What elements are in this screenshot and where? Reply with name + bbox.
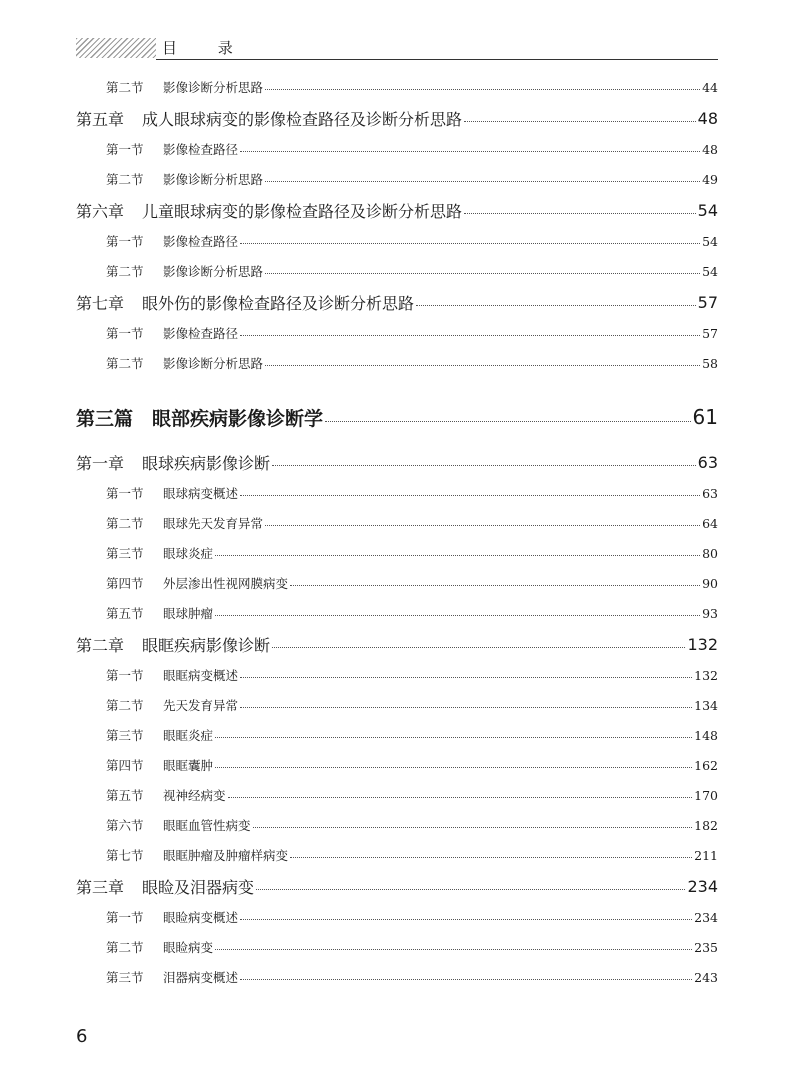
toc-entry-title: 视神经病变 bbox=[163, 788, 226, 803]
toc-entry-label: 第二节 bbox=[106, 264, 144, 279]
toc-dot-leader bbox=[215, 737, 692, 738]
toc-entry-title: 眼眶囊肿 bbox=[163, 758, 214, 773]
toc-entry-title: 眼球先天发育异常 bbox=[163, 516, 264, 531]
toc-dot-leader bbox=[290, 585, 700, 586]
toc-entry-page: 54 bbox=[702, 263, 718, 279]
toc-entry-title: 泪器病变概述 bbox=[163, 970, 239, 985]
toc-section-entry[interactable] bbox=[76, 660, 718, 690]
toc-entry-title: 影像检查路径 bbox=[163, 326, 239, 341]
toc-dot-leader bbox=[240, 495, 700, 496]
toc-entry-title: 先天发育异常 bbox=[163, 698, 239, 713]
toc-dot-leader bbox=[464, 213, 696, 214]
toc-entry-label: 第一章 bbox=[76, 453, 125, 473]
toc-section-entry[interactable] bbox=[76, 226, 718, 256]
toc-entry-title: 眼球疾病影像诊断 bbox=[142, 453, 271, 473]
toc-entry-page: 182 bbox=[694, 817, 718, 833]
toc-chapter-entry[interactable] bbox=[76, 102, 718, 134]
toc-section-entry[interactable] bbox=[76, 598, 718, 628]
toc-entry-title: 眼球肿瘤 bbox=[163, 606, 214, 621]
toc-entry-title: 影像诊断分析思路 bbox=[163, 172, 264, 187]
toc-entry-label: 第三章 bbox=[76, 877, 125, 897]
header-title: 目 录 bbox=[162, 39, 251, 57]
toc-dot-leader bbox=[215, 615, 700, 616]
toc-entry-page: 170 bbox=[694, 787, 718, 803]
toc-entry-title: 眼外伤的影像检查路径及诊断分析思路 bbox=[142, 293, 415, 313]
toc-entry-label: 第一节 bbox=[106, 326, 144, 341]
toc-entry-label: 第一节 bbox=[106, 486, 144, 501]
toc-entry-label: 第二节 bbox=[106, 80, 144, 95]
toc-entry-title: 眼睑病变概述 bbox=[163, 910, 239, 925]
toc-entry-title: 成人眼球病变的影像检查路径及诊断分析思路 bbox=[142, 109, 463, 129]
toc-entry-label: 第七节 bbox=[106, 848, 144, 863]
toc-entry-page: 90 bbox=[702, 575, 718, 591]
toc-section-entry[interactable] bbox=[76, 568, 718, 598]
toc-entry-page: 48 bbox=[697, 108, 718, 128]
toc-entry-label: 第五节 bbox=[106, 606, 144, 621]
toc-entry-page: 61 bbox=[692, 405, 718, 429]
toc-entry-label: 第二节 bbox=[106, 698, 144, 713]
toc-dot-leader bbox=[464, 121, 696, 122]
toc-entry-page: 234 bbox=[694, 909, 718, 925]
toc-section-entry[interactable] bbox=[76, 256, 718, 286]
page-number: 6 bbox=[76, 1026, 88, 1047]
toc-section-entry[interactable] bbox=[76, 840, 718, 870]
toc-dot-leader bbox=[325, 421, 691, 422]
toc-entry-label: 第三节 bbox=[106, 970, 144, 985]
toc-dot-leader bbox=[228, 797, 693, 798]
toc-section-entry[interactable] bbox=[76, 134, 718, 164]
toc-dot-leader bbox=[272, 647, 685, 648]
toc-entry-title: 影像检查路径 bbox=[163, 142, 239, 157]
toc-entry-title: 影像诊断分析思路 bbox=[163, 356, 264, 371]
toc-dot-leader bbox=[215, 767, 692, 768]
toc-entry-page: 234 bbox=[687, 876, 718, 896]
toc-section-entry[interactable] bbox=[76, 538, 718, 568]
toc-dot-leader bbox=[265, 273, 700, 274]
toc-entry-label: 第五章 bbox=[76, 109, 125, 129]
toc-chapter-entry[interactable] bbox=[76, 628, 718, 660]
toc-entry-page: 80 bbox=[702, 545, 718, 561]
toc-entry-label: 第六节 bbox=[106, 818, 144, 833]
toc-dot-leader bbox=[215, 555, 700, 556]
toc-dot-leader bbox=[265, 365, 700, 366]
toc-entry-label: 第一节 bbox=[106, 668, 144, 683]
toc-entry-label: 第四节 bbox=[106, 758, 144, 773]
toc-dot-leader bbox=[416, 305, 696, 306]
toc-entry-title: 眼睑病变 bbox=[163, 940, 214, 955]
toc-entry-page: 54 bbox=[702, 233, 718, 249]
table-of-contents bbox=[76, 72, 718, 992]
toc-entry-title: 眼部疾病影像诊断学 bbox=[152, 407, 324, 430]
toc-entry-title: 眼眶肿瘤及肿瘤样病变 bbox=[163, 848, 289, 863]
header-hatch-decoration bbox=[76, 38, 156, 58]
toc-section-entry[interactable] bbox=[76, 720, 718, 750]
toc-entry-label: 第二节 bbox=[106, 356, 144, 371]
toc-section-entry[interactable] bbox=[76, 902, 718, 932]
toc-section-entry[interactable] bbox=[76, 164, 718, 194]
toc-entry-title: 眼球炎症 bbox=[163, 546, 214, 561]
toc-entry-title: 外层渗出性视网膜病变 bbox=[163, 576, 289, 591]
toc-section-entry[interactable] bbox=[76, 810, 718, 840]
toc-entry-page: 63 bbox=[702, 485, 718, 501]
toc-dot-leader bbox=[272, 465, 696, 466]
toc-dot-leader bbox=[240, 677, 692, 678]
toc-entry-page: 93 bbox=[702, 605, 718, 621]
toc-dot-leader bbox=[290, 857, 692, 858]
toc-entry-page: 235 bbox=[694, 939, 718, 955]
toc-entry-label: 第一节 bbox=[106, 142, 144, 157]
toc-entry-label: 第二节 bbox=[106, 172, 144, 187]
toc-dot-leader bbox=[240, 707, 692, 708]
toc-chapter-entry[interactable] bbox=[76, 870, 718, 902]
toc-dot-leader bbox=[240, 335, 700, 336]
toc-entry-page: 211 bbox=[694, 847, 718, 863]
toc-entry-title: 眼眶疾病影像诊断 bbox=[142, 635, 271, 655]
toc-entry-label: 第一节 bbox=[106, 234, 144, 249]
toc-dot-leader bbox=[240, 919, 692, 920]
toc-chapter-entry[interactable] bbox=[76, 446, 718, 478]
toc-section-entry[interactable] bbox=[76, 72, 718, 102]
toc-entry-page: 48 bbox=[702, 141, 718, 157]
toc-section-entry[interactable] bbox=[76, 508, 718, 538]
toc-section-entry[interactable] bbox=[76, 348, 718, 378]
toc-entry-label: 第三篇 bbox=[76, 407, 134, 430]
toc-entry-title: 眼眶血管性病变 bbox=[163, 818, 251, 833]
toc-entry-page: 148 bbox=[694, 727, 718, 743]
toc-entry-title: 眼睑及泪器病变 bbox=[142, 877, 255, 897]
toc-entry-title: 眼眶病变概述 bbox=[163, 668, 239, 683]
toc-dot-leader bbox=[215, 949, 692, 950]
toc-dot-leader bbox=[240, 151, 700, 152]
header-rule bbox=[156, 59, 718, 60]
toc-section-entry[interactable] bbox=[76, 932, 718, 962]
toc-entry-label: 第四节 bbox=[106, 576, 144, 591]
toc-entry-page: 134 bbox=[694, 697, 718, 713]
toc-section-entry[interactable] bbox=[76, 750, 718, 780]
toc-dot-leader bbox=[256, 889, 685, 890]
toc-entry-label: 第三节 bbox=[106, 546, 144, 561]
toc-entry-label: 第二节 bbox=[106, 940, 144, 955]
toc-entry-label: 第五节 bbox=[106, 788, 144, 803]
toc-section-entry[interactable] bbox=[76, 690, 718, 720]
toc-entry-label: 第一节 bbox=[106, 910, 144, 925]
toc-entry-page: 162 bbox=[694, 757, 718, 773]
toc-entry-page: 57 bbox=[697, 292, 718, 312]
toc-entry-page: 243 bbox=[694, 969, 718, 985]
toc-entry-label: 第二章 bbox=[76, 635, 125, 655]
toc-dot-leader bbox=[265, 89, 700, 90]
toc-entry-page: 49 bbox=[702, 171, 718, 187]
toc-dot-leader bbox=[253, 827, 693, 828]
toc-entry-title: 影像检查路径 bbox=[163, 234, 239, 249]
toc-section-entry[interactable] bbox=[76, 478, 718, 508]
toc-entry-page: 44 bbox=[702, 79, 718, 95]
toc-dot-leader bbox=[265, 525, 700, 526]
running-header bbox=[76, 38, 718, 60]
toc-entry-page: 63 bbox=[697, 452, 718, 472]
toc-entry-page: 57 bbox=[702, 325, 718, 341]
toc-section-entry[interactable] bbox=[76, 962, 718, 992]
toc-entry-label: 第三节 bbox=[106, 728, 144, 743]
toc-dot-leader bbox=[240, 243, 700, 244]
toc-dot-leader bbox=[240, 979, 692, 980]
toc-chapter-entry[interactable] bbox=[76, 194, 718, 226]
toc-entry-page: 132 bbox=[687, 634, 718, 654]
toc-entry-page: 58 bbox=[702, 355, 718, 371]
toc-section-entry[interactable] bbox=[76, 780, 718, 810]
toc-entry-page: 64 bbox=[702, 515, 718, 531]
toc-chapter-entry[interactable] bbox=[76, 286, 718, 318]
toc-part-entry[interactable] bbox=[76, 394, 718, 440]
toc-entry-title: 眼眶炎症 bbox=[163, 728, 214, 743]
toc-entry-title: 眼球病变概述 bbox=[163, 486, 239, 501]
toc-entry-page: 54 bbox=[697, 200, 718, 220]
toc-section-entry[interactable] bbox=[76, 318, 718, 348]
toc-entry-label: 第二节 bbox=[106, 516, 144, 531]
toc-dot-leader bbox=[265, 181, 700, 182]
toc-entry-label: 第六章 bbox=[76, 201, 125, 221]
toc-entry-page: 132 bbox=[694, 667, 718, 683]
toc-entry-label: 第七章 bbox=[76, 293, 125, 313]
toc-entry-title: 影像诊断分析思路 bbox=[163, 80, 264, 95]
toc-entry-title: 儿童眼球病变的影像检查路径及诊断分析思路 bbox=[142, 201, 463, 221]
toc-entry-title: 影像诊断分析思路 bbox=[163, 264, 264, 279]
